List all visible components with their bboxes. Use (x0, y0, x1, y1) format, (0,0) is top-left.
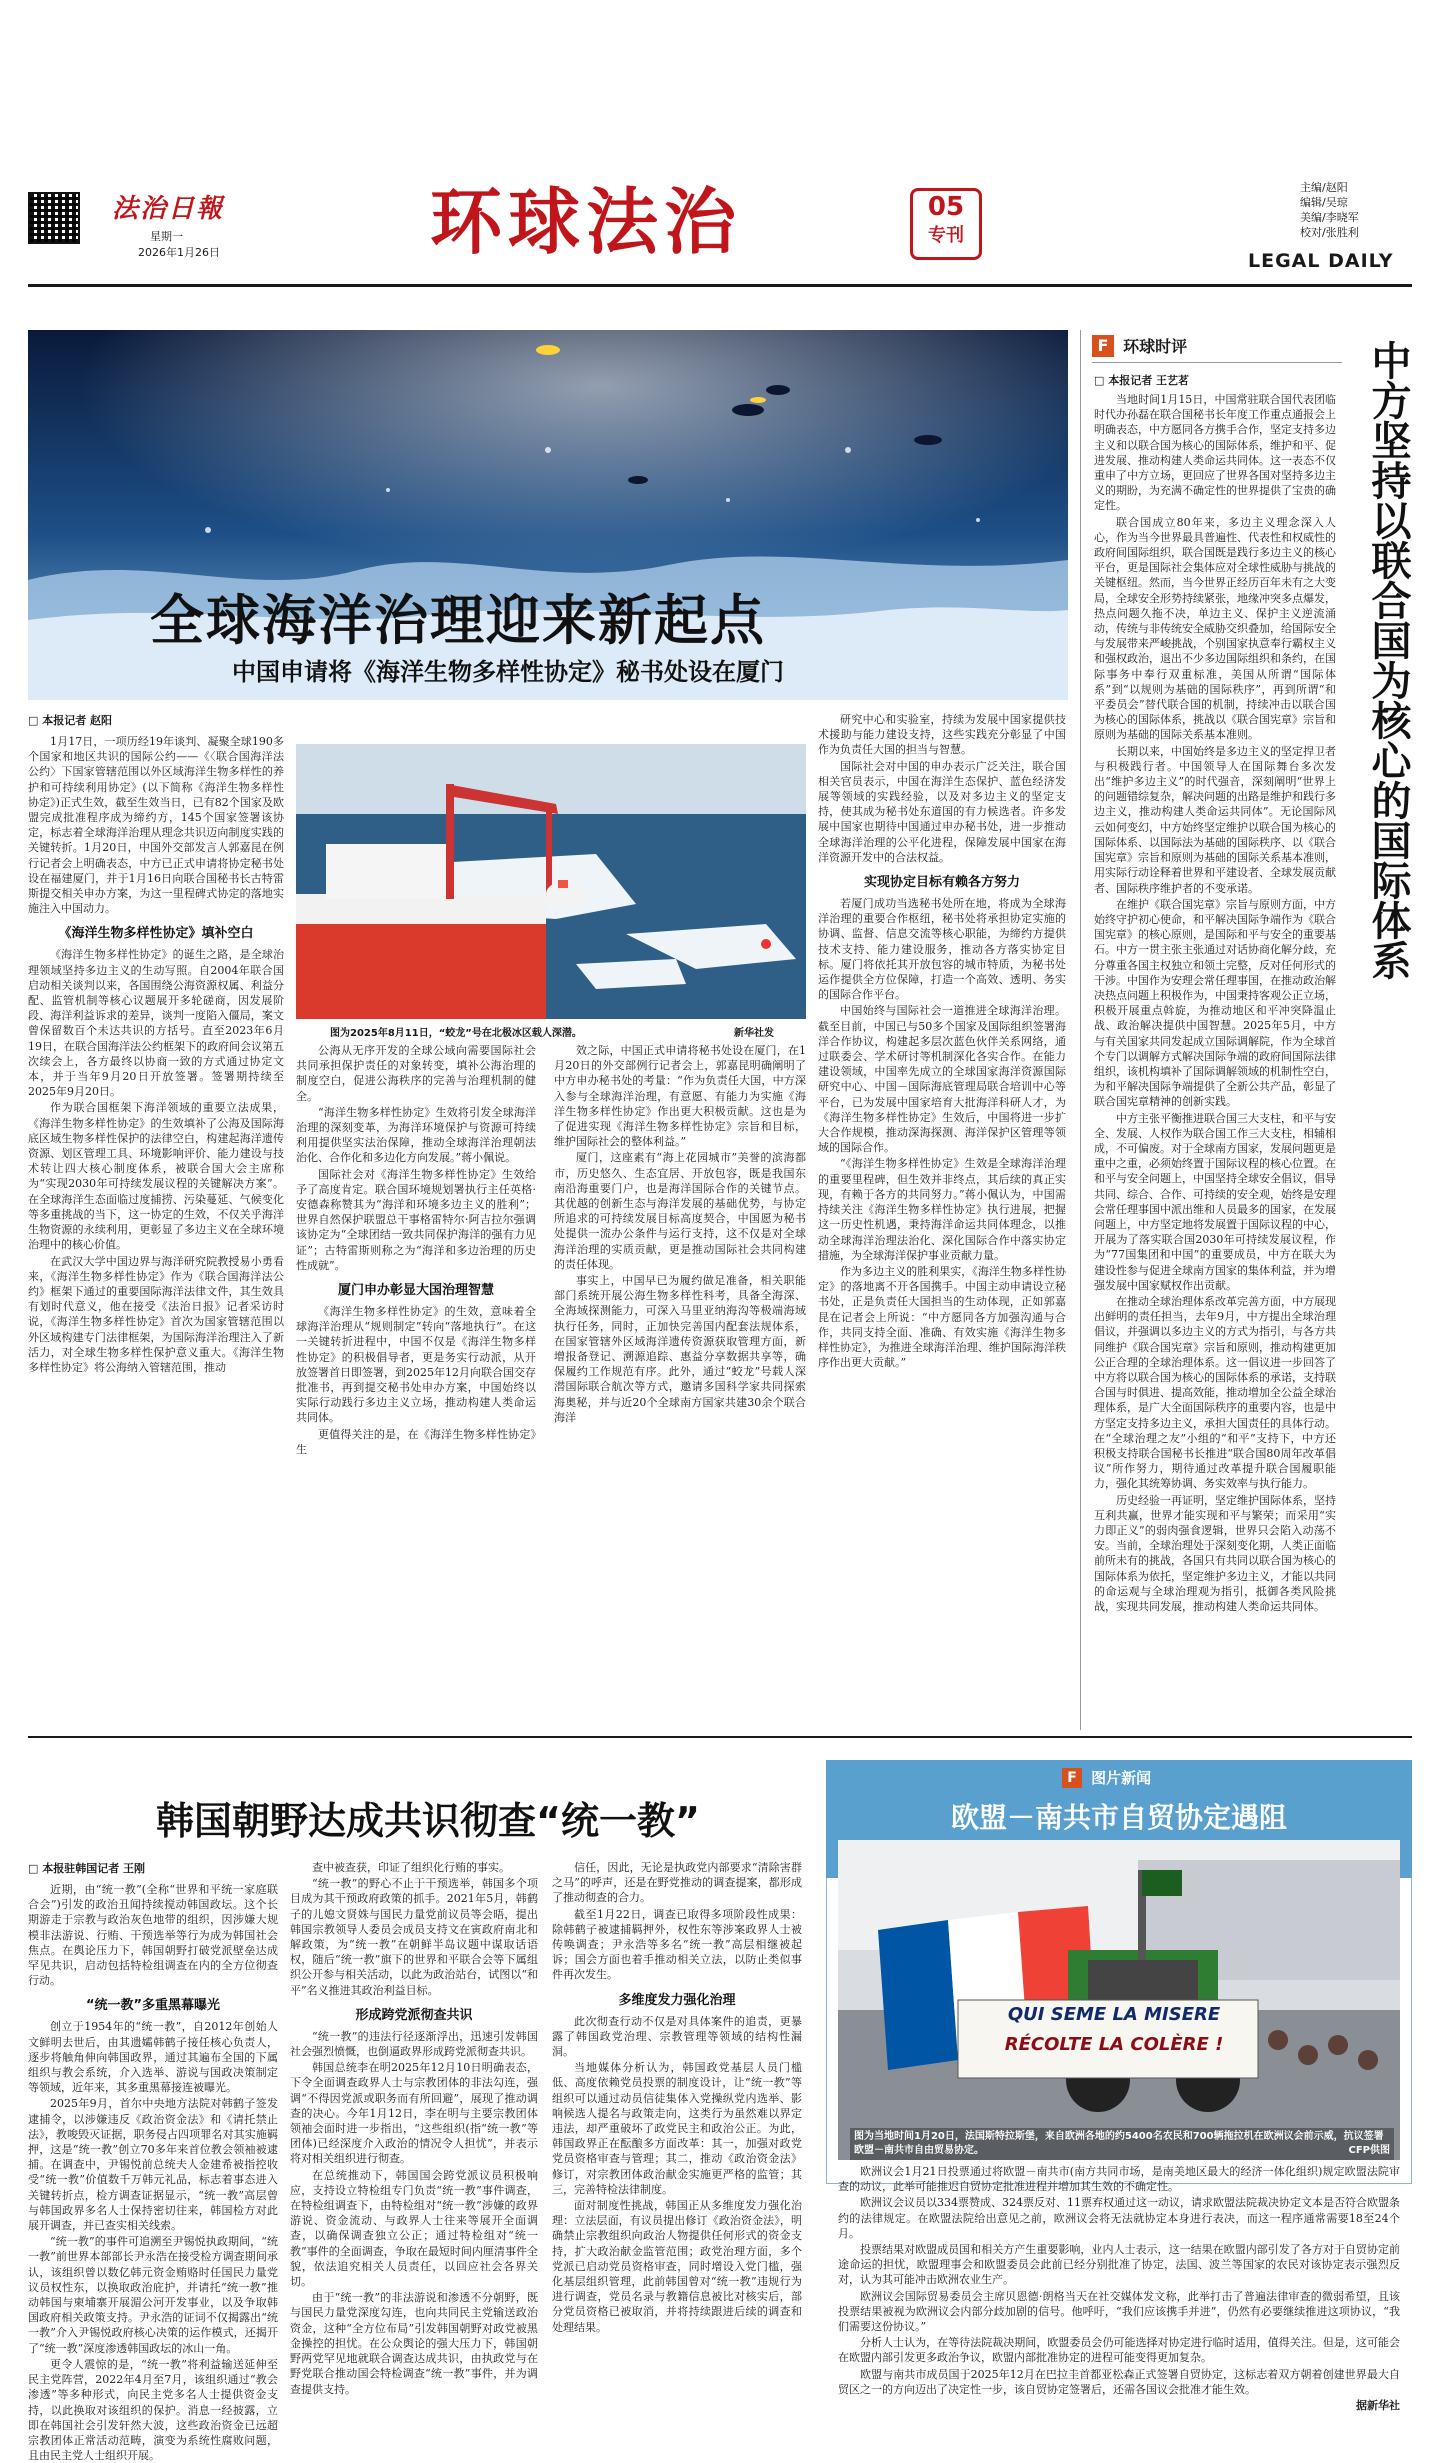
paragraph: 在维护《联合国宪章》宗旨与原则方面，中方始终守护初心使命，和平解决国际争端作为《联合国宪章》的核心原则，是国际和平与安全的重要基石。中方一贯主张主张通过对话协商化解分歧，充分尊重各国主权独立和领土完整，反对任何形式的干涉。中国作为安理会常任理事国，在推动政治解决热点问题上积极作为，中国秉持客观公正立场，积极开展重点斡旋，为推动地区和平冲突降温止战、政治解决提供中国智慧。2025年5月，中方与有关国家共同发起成立国际调解院，作为全球首个专门以调解方式解决国际争端的政府间国际法律组织，该机构填补了国际调解领域的机制性空白，为和平解决国际争端提供了全新公共产品，彰显了联合国宪章精神的创新实践。 (1094, 897, 1336, 1109)
paragraph: 截至1月22日，调查已取得多项阶段性成果：除韩鹤子被逮捕羁押外，权性东等涉案政界人士被传唤调查；尹永浩等多名“统一教”高层相继被起诉；国会方面也着手推动相关立法，以防止类似事件再次发生。 (552, 1907, 802, 1982)
paragraph: 作为联合国框架下海洋领域的重要立法成果，《海洋生物多样性协定》的生效填补了公海及国际海底区域生物多样性保护的法律空白，构建起海洋遗传资源、划区管理工具、环境影响评价、能力建设与技术转让四大核心制度体系，被联合国大会主席称为“实现2030年可持续发展议程的关键解决方案”。在全球海洋生态面临过度捕捞、污染蔓延、气候变化等多重挑战的当下，这一协定的生效，不仅关乎海洋生物资源的永续利用，更彰显了多边主义在全球环境治理中的核心价值。 (28, 1101, 284, 1252)
english-name: LEGAL DAILY (1248, 250, 1394, 272)
photo-news-tag (1062, 1767, 1151, 1788)
page-type: 专刊 (928, 225, 964, 246)
paragraph: 当地时间1月15日，中国常驻联合国代表团临时代办孙磊在联合国秘书长年度工作重点通报会上明确表态，中方愿同各方携手合作，坚定支持多边主义和以联合国为核心的国际体系，维护和平、促进发展、推动构建人类命运共同体。这一表态不仅重申了中方立场，更回应了世界各国对坚持多边主义的期盼，为充满不确定性的世界提供了宝贵的确定性。 (1094, 393, 1336, 513)
paragraph: 信任，因此，无论是执政党内部要求“清除害群之马”的呼声，还是在野党推动的调查提案，都形成了推动彻查的合力。 (552, 1861, 802, 1905)
paragraph: “统一教”的野心不止于干预选举，韩国多个项目成为其干预政府政策的抓手。2021年5月，韩鹤子的儿媳文贤姝与国民力量党前议员等会晤，提出韩国宗教领导人委员会成员支持文在寅政府南北和解政策，为“统一教”在朝鲜半岛议题中谋取话语权，随后“统一教”旗下的世界和平联合会等下属组织公开参与相关活动，以此为政治站台，试图以“和平”名义推进其政治利益目标。 (290, 1877, 538, 1997)
lead-photo-credit: 新华社发 (734, 1028, 774, 1039)
paragraph: 更值得关注的是，在《海洋生物多样性协定》生 (296, 1427, 536, 1456)
korea-byline: □ 本报驻韩国记者 王刚 (28, 1862, 146, 1875)
paragraph: 1月17日，一项历经19年谈判、凝聚全球190多个国家和地区共识的国际公约——《〈联合国海洋法公约〉下国家管辖范围以外区域海洋生物多样性的养护和可持续利用协定》(以下简称《海洋生物多样性协定》)正式生效，截至生效当日，已有82个国家及欧盟完成批准程序成为缔约方，145个国家签署该协定，标志着全球海洋治理从理念共识迈向制度实践的关键转折。1月20日，中国外交部发言人郭嘉昆在例行记者会上明确表态，中方已正式申请将协定秘书处设在福建厦门，并于1月16日向联合国秘书长古特雷斯提交相关申办方案，为这一里程碑式协定的落地实施注入中国动力。 (28, 735, 284, 916)
section-rule (28, 1736, 1412, 1738)
staff-line: 编辑/吴琼 (1300, 196, 1348, 209)
paragraph: “海洋生物多样性协定》生效将引发全球海洋治理的深刻变革，为海洋环境保护与资源可持续利用提供坚实法治保障，推动全球海洋治理朝法治化、合作化和多边化方向发展。”蒋小佩说。 (296, 1105, 536, 1165)
paper-name: 法治日報 (112, 194, 225, 224)
paragraph: 公海从无序开发的全球公域向需要国际社会共同承担保护责任的对象转变，填补公海治理的制度空白，促进公海秩序的完善与治理机制的健全。 (296, 1044, 536, 1103)
page-number: 05 (927, 192, 965, 222)
credit: 据新华社 (1356, 2399, 1400, 2413)
date: 2026年1月26日 (138, 246, 220, 259)
paragraph: “《海洋生物多样性协定》生效是全球海洋治理的重要里程碑，但生效并非终点，其后续的真正实现，有赖于各方的共同努力。”蒋小佩认为，中国需持续关注《海洋生物多样性协定》执行进展，把握这一历史性机遇，秉持海洋命运共同体理念，以推动全球海洋治理法治化、深化国际合作中落实协定措施，为全球海洋保护事业贡献力量。 (818, 1157, 1066, 1262)
korea-column-1 (28, 1860, 278, 2463)
paragraph: 欧洲议会1月21日投票通过将欧盟－南共市(南方共同市场，是南美地区最大的经济一体化组织)规定欧盟法院审查的动议，此举可能推迟自贸协定批准进程并增加其生效的不确定性。 (838, 2165, 1400, 2194)
paragraph: 效之际，中国正式申请将秘书处设在厦门，在1月20日的外交部例行记者会上，郭嘉昆明确阐明了中方申办秘书处的考量：“作为负责任大国，中方深入参与全球海洋治理，有意愿、有能力为实施《海洋生物多样性协定》作出更大积极贡献。这也是为了促进实现《海洋生物多样性协定》宗旨和目标，维护国际社会的整体利益。” (554, 1044, 806, 1149)
paragraph: 欧盟与南共市成员国于2025年12月在巴拉圭首都亚松森正式签署自贸协定，这标志着双方朝着创建世界最大自贸区之一的方向迈出了决定性一步，该自贸协定签署后，还需各国议会批准才能生效。 (838, 2367, 1400, 2396)
masthead-rule (28, 284, 1412, 287)
paragraph: 联合国成立80年来，多边主义理念深入人心，作为当今世界最具普遍性、代表性和权威性的政府间国际组织，联合国既是践行多边主义的核心平台，更是国际社会集体应对全球性威胁与挑战的关键枢纽。然而，当今世界正经历百年未有之大变局，全球安全形势持续紧张，地缘冲突多点爆发，热点问题久拖不决，单边主义、保护主义逆流涌动，传统与非传统安全威胁交织叠加，给国际安全与发展带来严峻挑战，个别国家执意奉行霸权主义和强权政治，退出不少多边国际组织和条约，在国际事务中奉行双重标准，美国从所谓“国际体系”到“以规则为基础的国际秩序”，再到所谓“和平委员会”替代联合国的机制，持续冲击以联合国为核心的国际体系，挑战以《联合国宪章》宗旨和原则为基础的国际关系基本准则。 (1094, 515, 1336, 742)
paragraph: 2025年9月，首尔中央地方法院对韩鹤子签发逮捕令，以涉嫌违反《政治资金法》和《请托禁止法》，教唆毁灭证据，职务侵占四项罪名对其实施羁押，这是“统一教”创立70多年来首位教会领袖被逮捕。在调查中，尹锡悦前总统夫人金建希被指控收受“统一教”价值数千万韩元礼品，标志着事态进入关键转折点，检方调查证据显示，“统一教”高层曾与韩国政界多名人士保持密切往来，韩国检方对此展开调查，并已查实相关线索。 (28, 2097, 278, 2233)
photo-news-caption (850, 2128, 1394, 2160)
lead-subhead-3: 实现协定目标有赖各方努力 (863, 875, 1020, 891)
commentary-divider (1080, 330, 1081, 1730)
photo-news-image (838, 1840, 1400, 2160)
lead-subhead-1: 《海洋生物多样性协定》填补空白 (58, 926, 254, 942)
paragraph: 在推动全球治理体系改革完善方面，中方展现出鲜明的责任担当，去年9月，中方提出全球治理倡议，并强调以多边主义的方式为指引，与各方共同维护《联合国宪章》宗旨和原则，推动构建更加公正合理的全球治理体系。这一倡议进一步回答了中方将以联合国为核心的国际体系的承诺，支持联合国与时俱进、提高效能，推动增加全公益全球治理体系，是广大全面国际秩序的重要内容，也是中方坚定支持多边主义，承担大国责任的具体行动。在“全球治理之友”小组的“和平”支持下，中方还积极支持联合国秘书长推进“联合国80周年改革倡议”所作努力，期待通过改革提升联合国履职能力，强化其统筹协调、务实效率与执行能力。 (1094, 1294, 1336, 1491)
photo-news-tag-label: 图片新闻 (1091, 1769, 1152, 1787)
paragraph: 《海洋生物多样性协定》的诞生之路，是全球治理领域坚持多边主义的生动写照。自2004年联合国启动相关谈判以来，各国围绕公海资源权属、利益分配、监管机制等核心议题展开多轮磋商，因发展阶段、海洋利益诉求的差异，谈判一度陷入僵局，案文曾保留数百个未达共识的方括号。直至2023年6月19日，在联合国海洋法公约框架下的政府间会议第五次续会上，各方最终以协商一致的方式通过协定文本，并于当年9月20日开放签署。签署期持续至2025年9月20日。 (28, 948, 284, 1099)
korea-column-3 (552, 1860, 802, 2334)
lead-photo (296, 744, 806, 1019)
paragraph: 《海洋生物多样性协定》的生效，意味着全球海洋治理从“规则制定”转向“落地执行”。在这一关键转折进程中，中国不仅是《海洋生物多样性协定》的积极倡导者，更是务实行动派，从开放签署首日即签署，到2025年12月向联合国交存批准书，再到提交秘书处申办方案，中国始终以实际行动践行多边主义立场，推动构建人类命运共同体。 (296, 1305, 536, 1425)
paragraph: 中方主张平衡推进联合国三大支柱，和平与安全、发展、人权作为联合国工作三大支柱，相辅相成，不可偏废。对于全球南方国家，发展问题更是重中之重，必须始终置于国际议程的核心位置。在和平与安全问题上，中国坚持全球安全倡议，倡导共同、综合、合作、可持续的安全观，始终是安理会常任理事国中派出维和人员最多的国家，在发展问题上，中方坚定地将发展置于国际议程的中心，开展为了落实联合国2030年可持续发展议程，作为“77国集团和中国”的重要成员，中方在联大为建设性参与促进全球南方国家的集体利益，并为增强发展中国家赋权作出贡献。 (1094, 1111, 1336, 1292)
paragraph: “统一教”的违法行径逐渐浮出，迅速引发韩国社会强烈愤慨，也倒逼政界形成跨党派彻查共识。 (290, 2029, 538, 2059)
lead-subheadline: 中国申请将《海洋生物多样性协定》秘书处设在厦门 (232, 658, 784, 686)
lead-byline: □ 本报记者 赵阳 (28, 714, 113, 727)
commentary-body (1094, 392, 1336, 1716)
commentary-tag-icon: F (1092, 335, 1114, 357)
photo-news-tag-icon: F (1062, 1768, 1082, 1788)
lead-headline: 全球海洋治理迎来新起点 (150, 589, 766, 652)
section-title: 环球法治 (430, 180, 743, 264)
lead-column-3 (554, 1043, 806, 1717)
paragraph: 由于“统一教”的非法游说和渗透不分朝野，既与国民力量党深度勾连，也向共同民主党输送政治资金，这种“全方位布局”引发韩国朝野对政党被黑金操控的担忧。在公众舆论的强大压力下，韩国朝野两党罕见地就联合调查达成共识，由执政党与在野党联合推动国会特检调查“统一教”事件，并为调查提供支持。 (290, 2291, 538, 2396)
paragraph: 历史经验一再证明，坚定维护国际体系，坚持互利共赢，世界才能实现和平与繁荣；而采用“实力即正义”的弱肉强食逻辑，世界只会陷入动荡不安。当前，全球治理处于深刻变化期，人类正面临前所未有的挑战，各国只有共同以联合国为核心的国际体系为依托，坚定维护多边主义，才能以共同的命运观与全球治理观为指引，抵御各类风险挑战，实现共同发展，推动构建人类命运共同体。 (1094, 1493, 1336, 1614)
caption-credit: CFP供图 (1348, 2145, 1390, 2156)
lead-column-4 (818, 712, 1066, 1717)
paragraph: 长期以来，中国始终是多边主义的坚定捍卫者与积极践行者。中国领导人在国际舞台多次发出“维护多边主义”的时代强音，深刻阐明“世界上的问题错综复杂，解决问题的出路是维护和践行多边主义，推动构建人类命运共同体”。无论国际风云如何变幻，中方始终坚定维护以联合国为核心的国际体系、以国际法为基础的国际秩序、以《联合国宪章》宗旨和原则为基础的国际关系基本准则，用实际行动诠释着世界和平建设者、全球发展贡献者、国际秩序维护者的不变承诺。 (1094, 744, 1336, 895)
paragraph: 面对制度性挑战，韩国正从多维度发力强化治理：立法层面，有议员提出修订《政治资金法》，明确禁止宗教组织向政治人物提供任何形式的资金支持，扩大政治献金监管范围；政党治理方面，多个党派已启动党员资格审查，同时增设入党门槛，强化基层组织管理，此前韩国曾对“统一教”违规行为进行调查，党员名录与教籍信息被比对核实后，部分党员资格已被取消，并将持续跟进后续的调查和处理结果。 (552, 2199, 802, 2334)
photo-news-headline: 欧盟－南共市自贸协定遇阻 (950, 1801, 1287, 1834)
commentary-byline: □ 本报记者 王艺茗 (1094, 374, 1190, 387)
banner-text-line-2: RÉCOLTE LA COLÈRE ! (1004, 2034, 1224, 2055)
paragraph: 分析人士认为，在等待法院裁决期间，欧盟委员会仍可能选择对协定进行临时适用，值得关注。但是，这可能会在欧盟内部引发更多政治争议，欧盟内部批准协定的进程可能变得更加复杂。 (838, 2336, 1400, 2365)
korea-subhead-3: 多维度发力强化治理 (618, 1992, 736, 2008)
korea-subhead-1: “统一教”多重黑幕曝光 (85, 1998, 221, 2014)
commentary-headline: 中方坚持以联合国为核心的国际体系 (1365, 340, 1411, 980)
paragraph: 研究中心和实验室，持续为发展中国家提供技术援助与能力建设支持，这些实践充分彰显了中国作为负责任大国的担当与智慧。 (818, 713, 1066, 757)
banner-text-line-1: QUI SEME LA MISERE (1007, 2004, 1221, 2025)
masthead (0, 180, 1440, 280)
paragraph: 查中被查获，印证了组织化行贿的事实。 (312, 1861, 510, 1874)
paragraph: 国际社会对《海洋生物多样性协定》生效给予了高度肯定。联合国环境规划署执行主任英格·安德森称赞其为“海洋和环境多边主义的胜利”；世界自然保护联盟总干事格雷特尔·阿吉拉尔强调该协定为“全球团结一致共同保护海洋的强有力见证”；古特雷斯则称之为“海洋和多边治理的历史性成就”。 (296, 1167, 536, 1272)
lead-subhead-2: 厦门申办彰显大国治理智慧 (337, 1283, 494, 1299)
paragraph: “统一教”的事件可追溯至尹锡悦执政期间，“统一教”前世界本部部长尹永浩在接受检方调查期间承认，该组织曾以数亿韩元资金贿赂时任国民力量党议员权性东，以换取政治庇护，并请托“统一教”推动韩国与柬埔寨开展湄公河开发事业，以及争取韩国政府相关政策支持。尹永浩的证词不仅揭露出“统一教”介入尹锡悦政府核心决策的运作模式，还揭开了“统一教”深度渗透韩国政坛的冰山一角。 (28, 2235, 278, 2355)
paragraph: 近期，由“统一教”(全称“世界和平统一家庭联合会”)引发的政治丑闻持续搅动韩国政坛。这个长期游走于宗教与政治灰色地带的组织，因涉嫌大规模非法游说、行贿、干预选举等行为成为韩国社会焦点。在舆论压力下，韩国朝野打破党派壁垒达成罕见共识，启动包括特检组调查在内的全方位彻查行动。 (28, 1883, 278, 1988)
commentary-tag-label: 环球时评 (1123, 337, 1188, 356)
page-badge (910, 188, 982, 260)
staff-list (1300, 180, 1359, 240)
korea-column-2 (290, 1860, 538, 2396)
date-weekday: 星期一 (150, 230, 183, 243)
paragraph: 韩国总统李在明2025年12月10日明确表态，下令全面调查政界人士与宗教团体的非法勾连，强调“不得因党派或职务而有所回避”，展现了推动调查的决心。今年1月12日，李在明与主要宗教团体领袖会面时进一步指出，“这些组织(指“统一教”等团体)已经深度介入政治的情况令人担忧”，并表示将对相关组织进行彻查。 (290, 2061, 538, 2166)
photo-news-body (838, 2164, 1400, 2413)
paragraph: 事实上，中国早已为履约做足准备，相关职能部门系统开展公海生物多样性科考，具备全海深、全海域探测能力，可深入马里亚纳海沟等极端海域执行任务，同时，正加快完善国内配套法规体系，在国家管辖外区域海洋遗传资源获取管理方面，新增报备登记、溯源追踪、惠益分享数据共享等，确保履约工作规范有序。此外，通过“蛟龙”号载人深潜国际联合航次等方式，邀请多国科学家共同探索海奥秘，并与近20个全球南方国家共建30余个联合海洋 (554, 1274, 806, 1424)
qr-code-icon[interactable] (28, 192, 80, 244)
commentary-tag (1092, 334, 1187, 358)
paragraph: 创立于1954年的“统一教”，自2012年创始人文鲜明去世后，由其遗孀韩鹤子接任核心负责人，逐步将触角伸向韩国政界，通过其遍布全国的下属组织与教会系统，介入选举、游说与国政决策制定等领域，近年来，其多重黑幕接连被曝光。 (28, 2020, 278, 2095)
lead-column-2 (296, 1043, 536, 1717)
staff-line: 美编/李晓军 (1300, 211, 1359, 224)
paragraph: 若厦门成功当选秘书处所在地，将成为全球海洋治理的重要合作枢纽，秘书处将承担协定实施的协调、监督、信息交流等核心职能，为缔约方提供技术支持、能力建设服务，推动各方落实协定目标。厦门将依托其开放包容的城市特质，为秘书处运作提供全方位保障，打造一个高效、透明、务实的国际合作平台。 (818, 897, 1066, 1002)
paragraph: 欧洲议会国际贸易委员会主席贝恩德·朗格当天在社交媒体发文称，此举打击了普遍法律审查的微弱希望，且该投票结果被视为欧洲议会内部分歧加剧的信号。他呼吁，“我们应该携手并进”，仍然有必要继续推进这项协议，“我们需要这份协议。” (838, 2289, 1400, 2334)
lead-photo-caption: 图为2025年8月11日，“蛟龙”号在北极冰区载人深潜。 (330, 1028, 582, 1039)
paragraph: 此次彻查行动不仅是对具体案件的追责，更暴露了韩国政党治理、宗教管理等领域的结构性漏洞。 (552, 2014, 802, 2059)
paragraph: 国际社会对中国的申办表示广泛关注，联合国相关官员表示，中国在海洋生态保护、蓝色经济发展等领域的实践经验，以及对多边主义的坚定支持，使其成为秘书处东道国的有力候选者。许多发展中国家也期待中国通过申办秘书处，进一步推动全球海洋治理的公平化进程，保障发展中国家在海洋资源开发中的合法权益。 (818, 759, 1066, 864)
paragraph: 更令人震惊的是，“统一教”将利益输送延伸至民主党阵营，2022年4月至7月，该组织通过“教会渗透”等多种形式，向民主党多名人士提供资金支持，以此换取对该组织的保护。消息一经披露，立即在韩国社会引发轩然大波，这些政治资金已远超宗教团体正常活动范畴，演变为系统性腐败问题，且由民主党人士组织开展。 (28, 2357, 278, 2463)
staff-line: 主编/赵阳 (1300, 181, 1348, 194)
paragraph: 作为多边主义的胜利果实，《海洋生物多样性协定》的落地离不开各国携手。中国主动申请设立秘书处，正是负责任大国担当的生动体现，正如郭嘉昆在记者会上所说：“中方愿同各方加强沟通与合作，共同支持全面、准确、有效实施《海洋生物多样性协定》，为推进全球海洋治理、维护国际海洋秩序作出更大贡献。” (818, 1264, 1066, 1370)
paragraph: 中国始终与国际社会一道推进全球海洋治理。截至目前，中国已与50多个国家及国际组织签署海洋合作协议，构建起多层次蓝色伙伴关系网络，通过联委会、学术研讨等机制深化各实合作。在能力建设领域，中国率先成立的全球国家海洋资源国际研究中心、中国－国际海底管理局联合培训中心等平台，已为发展中国家培育大批海洋科研人才，为《海洋生物多样性协定》生效后，中国将进一步扩大合作规模，推动深海探测、海洋保护区管理等领域的国际合作。 (818, 1004, 1066, 1155)
paragraph: 当地媒体分析认为，韩国政党基层人员门槛低、高度依赖党员投票的制度设计，让“统一教”等组织可以通过动员信徒集体入党操纵党内选举、影响候选人提名与政策走向，这类行为虽然难以界定违法，却严重破坏了政党民主和政治公正。为此，韩国政界正在酝酿多方面改革：其一，加强对政党党员资格审查与管理；其二，推动《政治资金法》修订，对宗教团体政治献金实施更严格的监管；其三，完善特检法律制度。 (552, 2061, 802, 2196)
caption-text: 图为当地时间1月20日，法国斯特拉斯堡，来自欧洲各地的约5400名农民和700辆拖拉机在欧洲议会前示威，抗议签署欧盟－南共市自由贸易协定。 (854, 2131, 1384, 2156)
korea-headline: 韩国朝野达成共识彻查“统一教” (156, 1799, 700, 1843)
paragraph: 在武汉大学中国边界与海洋研究院教授易小勇看来，《海洋生物多样性协定》作为《联合国海洋法公约》框架下通过的重要国际海洋法律文件，其生效具有划时代意义，他在接受《法治日报》记者采访时说，《海洋生物多样性协定》首次为国家管辖范围以外区域构建专门法律框架，为国际海洋治理注入了新活力，对全球生物多样性保护意义重大。《海洋生物多样性协定》将公海纳入管辖范围，推动 (28, 1254, 284, 1374)
paragraph: 在总统推动下，韩国国会跨党派议员积极响应，支持设立特检组专门负责“统一教”事件调查，在特检组调查下，由特检组对“统一教”涉嫌的政界游说、资金流动、与政界人士往来等展开全面调查，以确保调查独立公正；通过特检组对“统一教”事件的全面调查，争取在最短时间内厘清事件全貌，依法追究相关人员责任，以回应社会各界关切。 (290, 2168, 538, 2289)
korea-subhead-2: 形成跨党派彻查共识 (355, 2007, 473, 2023)
commentary-tag-rule (1092, 362, 1342, 363)
lead-column-1 (28, 712, 284, 1717)
staff-line: 校对/张胜利 (1300, 226, 1359, 239)
paragraph: 欧洲议会议员以334票赞成、324票反对、11票弃权通过这一动议，请求欧盟法院裁决协定文本是否符合欧盟条约的法律规定。在欧盟法院给出意见之前，欧洲议会将无法就协定本身进行表决，而这一程序通常需要18至24个月。 (838, 2196, 1400, 2240)
paragraph: 投票结果对欧盟成员国和相关方产生重要影响，业内人士表示，这一结果在欧盟内部引发了各方对于自贸协定前途命运的担忧，欧盟理事会和欧盟委员会此前已经分别批准了协定，法国、波兰等国家的农民对该协定表示强烈反对，认为其可能冲击欧洲农业生产。 (838, 2243, 1400, 2287)
paragraph: 厦门，这座素有“海上花园城市”美誉的滨海都市，历史悠久、生态宜居、开放包容，既是我国东南沿海重要门户，也是海洋国际合作的关键节点。其优越的创新生态与海洋发展的基础优势，与协定所追求的可持续发展目标高度契合，中国愿为秘书处提供一流办公条件与运行支持，这不仅是对全球海洋治理的实质贡献，更是推动国际社会共同构建的责任体现。 (554, 1151, 806, 1271)
